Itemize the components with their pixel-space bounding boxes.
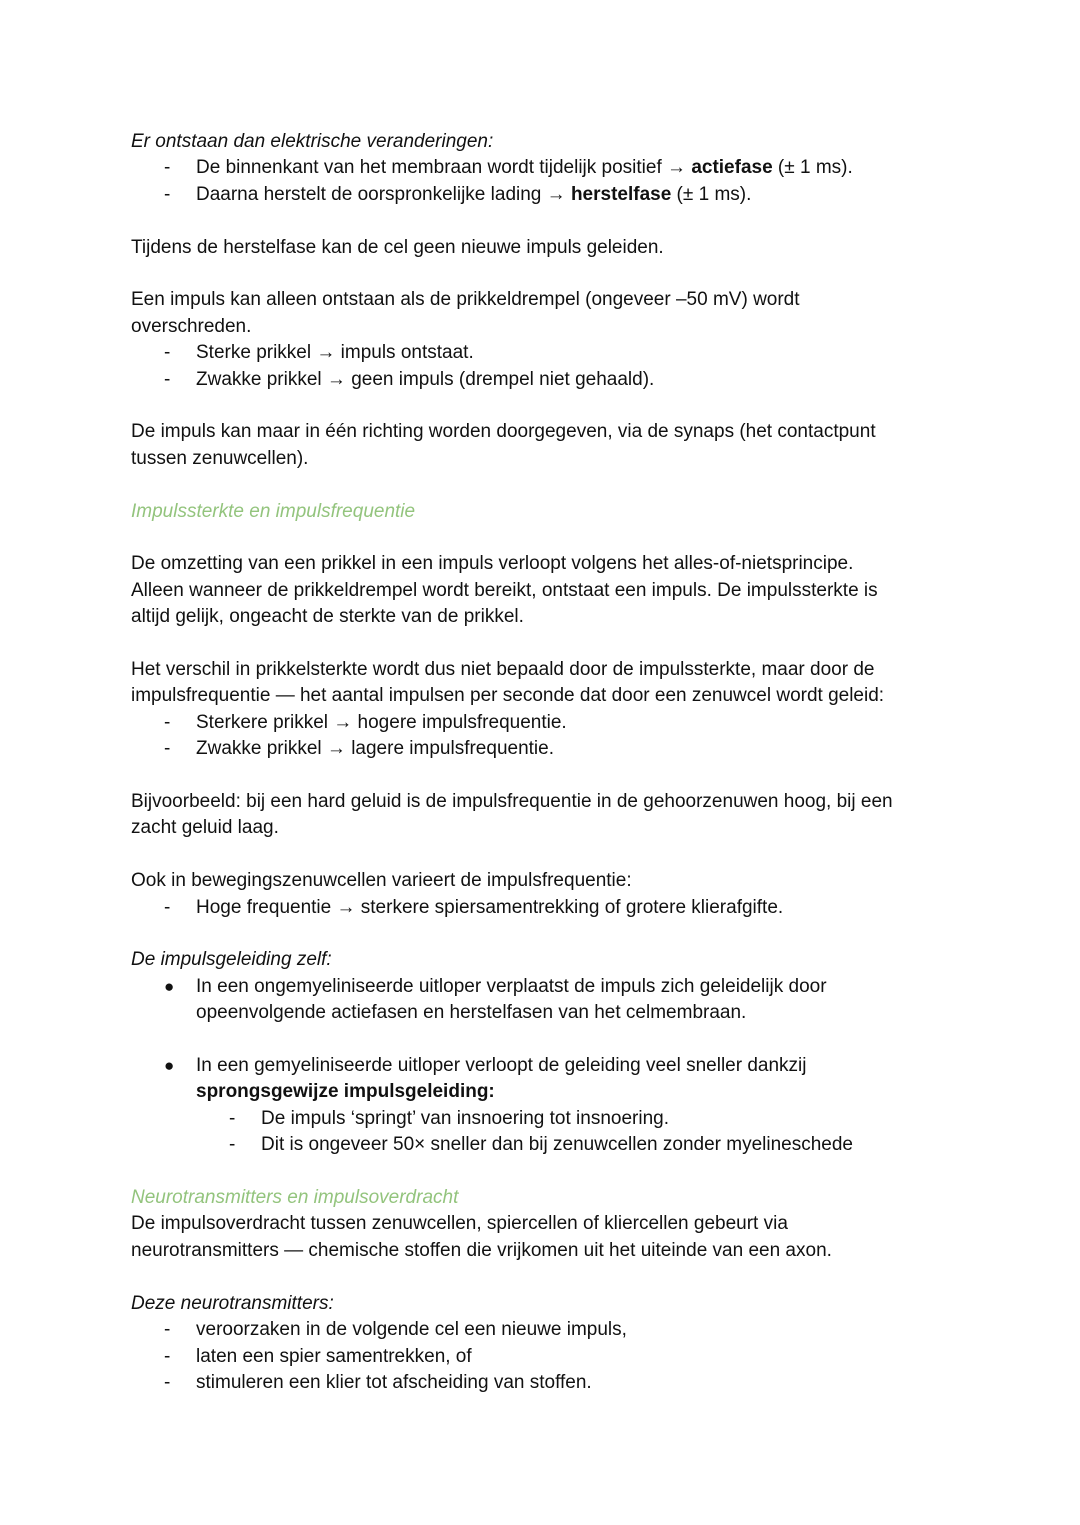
- list-item: [131, 1053, 951, 1106]
- list-item: [131, 182, 951, 208]
- text-line: Alleen wanneer de prikkeldrempel wordt bereikt, ontstaat een impuls. De impulssterkte is: [131, 579, 878, 601]
- list-fases: [131, 155, 951, 208]
- list-item-text: laten een spier samentrekken, of: [196, 1345, 472, 1367]
- list-item: [131, 736, 951, 762]
- dash-marker: -: [164, 183, 171, 205]
- list-item: [131, 1132, 951, 1158]
- list-hoge-frequentie: [131, 895, 951, 921]
- text-line: Een impuls kan alleen ontstaan als de prikkeldrempel (ongeveer –50 mV) wordt: [131, 289, 800, 311]
- list-item: [131, 1344, 951, 1370]
- dash-marker: -: [164, 738, 171, 760]
- list-item: [131, 710, 951, 736]
- dash-marker: -: [229, 1134, 236, 1156]
- list-item: [131, 1370, 951, 1396]
- dash-marker: -: [164, 711, 171, 733]
- paragraph-alles-of-niets: [131, 551, 951, 630]
- document-page: [131, 129, 951, 1396]
- dash-marker: -: [164, 368, 171, 390]
- list-item-text: Sterkere prikkel → hogere impulsfrequentie.: [196, 711, 567, 733]
- subheading-elektrische-veranderingen: Er ontstaan dan elektrische veranderingen:: [131, 131, 494, 152]
- dash-marker: -: [164, 896, 171, 918]
- list-item: [131, 1317, 951, 1343]
- list-item-text: (± 1 ms).: [772, 157, 853, 179]
- section-heading-neurotransmitters: Neurotransmitters en impulsoverdracht: [131, 1187, 459, 1209]
- list-item-text: Dit is ongeveer 50× sneller dan bij zenuwcellen zonder myelineschede: [261, 1134, 853, 1156]
- dash-marker: -: [164, 1345, 171, 1367]
- subheading-deze-neurotransmitters: Deze neurotransmitters:: [131, 1292, 334, 1314]
- list-item: [131, 367, 951, 393]
- list-sprongsgewijs: [131, 1106, 951, 1159]
- text-line: neurotransmitters — chemische stoffen die vrijkomen uit het uiteinde van een axon.: [131, 1239, 832, 1261]
- bullet-marker: ●: [164, 976, 175, 996]
- paragraph-impulsoverdracht: [131, 1211, 951, 1264]
- list-item: [131, 895, 951, 921]
- text-line: In een ongemyeliniseerde uitloper verplaatst de impuls zich geleidelijk door: [196, 975, 827, 997]
- text-line: De impulsoverdracht tussen zenuwcellen, spiercellen of kliercellen gebeurt via: [131, 1213, 788, 1235]
- list-item-text: De binnenkant van het membraan wordt tijdelijk positief →: [196, 157, 692, 179]
- dash-marker: -: [229, 1107, 236, 1129]
- paragraph-impulsfrequentie: [131, 657, 951, 710]
- list-item-text: Daarna herstelt de oorspronkelijke lading →: [196, 183, 571, 205]
- text-line: De impuls kan maar in één richting worden doorgegeven, via de synaps (het contactpunt: [131, 421, 876, 443]
- list-item-text: stimuleren een klier tot afscheiding van stoffen.: [196, 1371, 592, 1393]
- list-item-text: De impuls ‘springt’ van insnoering tot insnoering.: [261, 1107, 670, 1129]
- list-item-text: (± 1 ms).: [671, 183, 752, 205]
- list-item-text: Hoge frequentie → sterkere spiersamentrekking of grotere klierafgifte.: [196, 896, 784, 918]
- dash-marker: -: [164, 1319, 171, 1341]
- list-prikkel: [131, 340, 951, 393]
- subheading-impulsgeleiding: De impulsgeleiding zelf:: [131, 949, 332, 971]
- term-actiefase: actiefase: [691, 157, 773, 179]
- bullet-marker: ●: [164, 1056, 175, 1076]
- paragraph-bewegingszenuwcellen: Ook in bewegingszenuwcellen varieert de impulsfrequentie:: [131, 870, 632, 892]
- list-geleiding-2: [131, 1053, 951, 1106]
- text-line: De omzetting van een prikkel in een impuls verloopt volgens het alles-of-nietsprincipe.: [131, 553, 854, 575]
- paragraph-voorbeeld: [131, 789, 951, 842]
- list-item: [131, 1106, 951, 1132]
- term-herstelfase: herstelfase: [570, 183, 672, 205]
- text-line: In een gemyeliniseerde uitloper verloopt de geleiding veel sneller dankzij: [196, 1055, 807, 1077]
- text-line: altijd gelijk, ongeacht de sterkte van de prikkel.: [131, 606, 524, 628]
- text-line: overschreden.: [131, 315, 252, 337]
- list-item-text: Zwakke prikkel → lagere impulsfrequentie.: [196, 738, 554, 760]
- list-neurotransmitters: [131, 1317, 951, 1396]
- text-line: impulsfrequentie — het aantal impulsen per seconde dat door een zenuwcel wordt geleid:: [131, 685, 885, 707]
- list-frequentie: [131, 710, 951, 763]
- list-item: [131, 340, 951, 366]
- text-line: Bijvoorbeeld: bij een hard geluid is de impulsfrequentie in de gehoorzenuwen hoog, bij een: [131, 791, 893, 813]
- term-sprongsgewijze-impulsgeleiding: sprongsgewijze impulsgeleiding:: [196, 1081, 495, 1103]
- dash-marker: -: [164, 1371, 171, 1393]
- list-item-text: Sterke prikkel → impuls ontstaat.: [196, 342, 474, 364]
- text-line: zacht geluid laag.: [131, 817, 279, 839]
- list-item-text: Zwakke prikkel → geen impuls (drempel niet gehaald).: [196, 368, 655, 390]
- list-item-text: veroorzaken in de volgende cel een nieuwe impuls,: [196, 1319, 627, 1341]
- paragraph-herstelfase: Tijdens de herstelfase kan de cel geen nieuwe impuls geleiden.: [131, 236, 664, 258]
- list-geleiding: [131, 974, 951, 1027]
- paragraph-synaps: [131, 419, 951, 472]
- section-heading-impulssterkte: Impulssterkte en impulsfrequentie: [131, 500, 416, 522]
- text-line: Het verschil in prikkelsterkte wordt dus niet bepaald door de impulssterkte, maar door de: [131, 659, 875, 681]
- dash-marker: -: [164, 342, 171, 364]
- text-line: opeenvolgende actiefasen en herstelfasen van het celmembraan.: [196, 1002, 747, 1024]
- list-item: [131, 974, 951, 1027]
- list-item: [131, 155, 951, 181]
- paragraph-prikkeldrempel: [131, 287, 951, 340]
- dash-marker: -: [164, 157, 171, 179]
- text-line: tussen zenuwcellen).: [131, 447, 309, 469]
